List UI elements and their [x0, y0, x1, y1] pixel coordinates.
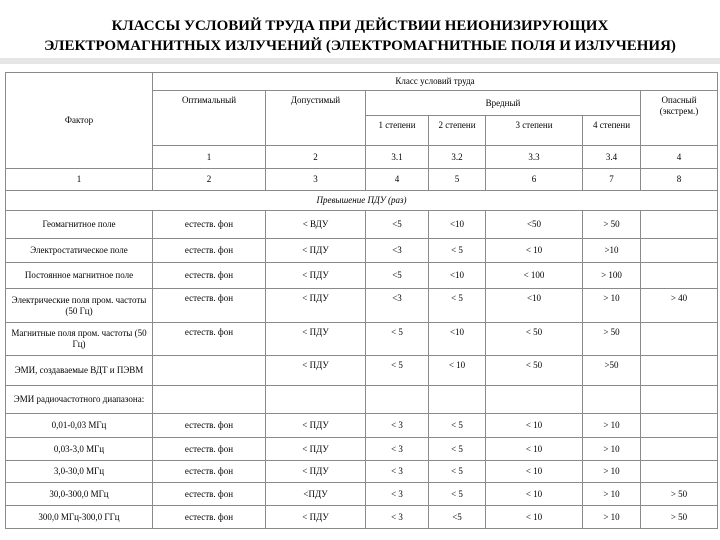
- column-number-cell: 5: [429, 169, 486, 191]
- value-cell: [583, 386, 641, 414]
- table-row: [6, 289, 718, 323]
- value-cell: >50: [583, 356, 641, 386]
- value-cell: < ПДУ: [266, 506, 366, 529]
- excess-header: Превышение ПДУ (раз): [6, 191, 718, 211]
- value-cell: <50: [486, 211, 583, 239]
- value-cell: естеств. фон: [153, 506, 266, 529]
- value-cell: <5: [429, 506, 486, 529]
- value-cell: <10: [486, 289, 583, 323]
- value-cell: естеств. фон: [153, 438, 266, 461]
- value-cell: [366, 386, 429, 414]
- factor-cell: 3,0-30,0 МГц: [6, 461, 153, 483]
- factor-cell: Магнитные поля пром. частоты (50 Гц): [6, 323, 153, 356]
- value-cell: < 3: [366, 461, 429, 483]
- factor-cell: 300,0 МГц-300,0 ГГц: [6, 506, 153, 529]
- value-cell: естеств. фон: [153, 461, 266, 483]
- value-cell: > 10: [583, 483, 641, 506]
- allowed-header: Допустимый: [266, 91, 366, 146]
- value-cell: < 5: [429, 483, 486, 506]
- factor-cell: 0,01-0,03 МГц: [6, 414, 153, 438]
- value-cell: [153, 356, 266, 386]
- value-cell: <5: [366, 263, 429, 289]
- value-cell: < ПДУ: [266, 461, 366, 483]
- harmful-header: Вредный: [366, 91, 641, 116]
- degree-1-header: 1 степени: [366, 116, 429, 146]
- value-cell: < 10: [486, 414, 583, 438]
- table-row: [6, 239, 718, 263]
- value-cell: < ПДУ: [266, 323, 366, 356]
- value-cell: < ПДУ: [266, 414, 366, 438]
- value-cell: естеств. фон: [153, 263, 266, 289]
- value-cell: [641, 461, 718, 483]
- value-cell: <3: [366, 239, 429, 263]
- degree-3-header: 3 степени: [486, 116, 583, 146]
- value-cell: естеств. фон: [153, 289, 266, 323]
- value-cell: <10: [429, 263, 486, 289]
- value-cell: < 50: [486, 356, 583, 386]
- factor-cell: 30,0-300,0 МГц: [6, 483, 153, 506]
- optimal-header: Оптимальный: [153, 91, 266, 146]
- value-cell: < 3: [366, 506, 429, 529]
- table-row: [6, 438, 718, 461]
- value-cell: естеств. фон: [153, 323, 266, 356]
- value-cell: естеств. фон: [153, 483, 266, 506]
- value-cell: <ПДУ: [266, 483, 366, 506]
- table-row: [6, 356, 718, 386]
- class-code-cell: 3.1: [366, 146, 429, 169]
- value-cell: естеств. фон: [153, 239, 266, 263]
- table-row: [6, 414, 718, 438]
- column-number-cell: 7: [583, 169, 641, 191]
- value-cell: [486, 386, 583, 414]
- value-cell: [153, 386, 266, 414]
- value-cell: < ПДУ: [266, 438, 366, 461]
- value-cell: < 10: [486, 506, 583, 529]
- column-number-cell: 2: [153, 169, 266, 191]
- value-cell: < 5: [429, 438, 486, 461]
- column-number-cell: 6: [486, 169, 583, 191]
- value-cell: естеств. фон: [153, 211, 266, 239]
- degree-4-header: 4 степени: [583, 116, 641, 146]
- value-cell: < 5: [429, 461, 486, 483]
- value-cell: <10: [429, 323, 486, 356]
- value-cell: < 5: [366, 323, 429, 356]
- column-number-cell: 8: [641, 169, 718, 191]
- value-cell: <10: [429, 211, 486, 239]
- value-cell: < 10: [486, 239, 583, 263]
- column-number-cell: 1: [6, 169, 153, 191]
- value-cell: < 3: [366, 414, 429, 438]
- factor-cell: Электростатическое поле: [6, 239, 153, 263]
- class-code-cell: 3.3: [486, 146, 583, 169]
- title-line-1: КЛАССЫ УСЛОВИЙ ТРУДА ПРИ ДЕЙСТВИИ НЕИОНИЗИРУЮЩИХ: [111, 18, 609, 34]
- value-cell: [641, 263, 718, 289]
- title-line-2: ЭЛЕКТРОМАГНИТНЫХ ИЗЛУЧЕНИЙ (ЭЛЕКТРОМАГНИТНЫЕ ПОЛЯ И ИЗЛУЧЕНИЯ): [44, 38, 676, 54]
- value-cell: естеств. фон: [153, 414, 266, 438]
- table-row: [6, 211, 718, 239]
- factor-cell: 0,03-3,0 МГц: [6, 438, 153, 461]
- value-cell: < ПДУ: [266, 356, 366, 386]
- value-cell: > 50: [583, 211, 641, 239]
- class-code-cell: 2: [266, 146, 366, 169]
- value-cell: < 3: [366, 483, 429, 506]
- column-number-cell: 3: [266, 169, 366, 191]
- factor-cell: ЭМИ, создаваемые ВДТ и ПЭВМ: [6, 356, 153, 386]
- value-cell: < 5: [429, 239, 486, 263]
- value-cell: > 50: [641, 506, 718, 529]
- factor-header: Фактор: [6, 73, 153, 169]
- value-cell: < 50: [486, 323, 583, 356]
- degree-2-header: 2 степени: [429, 116, 486, 146]
- value-cell: > 100: [583, 263, 641, 289]
- factor-cell: ЭМИ радиочастотного диапазона:: [6, 386, 153, 414]
- value-cell: > 10: [583, 289, 641, 323]
- value-cell: < 10: [486, 438, 583, 461]
- dangerous-header: Опасный (экстрем.): [641, 91, 718, 146]
- class-code-cell: 4: [641, 146, 718, 169]
- value-cell: < 10: [486, 483, 583, 506]
- value-cell: [641, 323, 718, 356]
- value-cell: <3: [366, 289, 429, 323]
- value-cell: [429, 386, 486, 414]
- work-conditions-table: [5, 72, 718, 529]
- value-cell: [641, 239, 718, 263]
- value-cell: [266, 386, 366, 414]
- value-cell: < ПДУ: [266, 289, 366, 323]
- value-cell: > 10: [583, 414, 641, 438]
- table-row: [6, 263, 718, 289]
- value-cell: > 10: [583, 506, 641, 529]
- value-cell: > 10: [583, 461, 641, 483]
- value-cell: [641, 386, 718, 414]
- value-cell: < 5: [366, 356, 429, 386]
- table-row: [6, 323, 718, 356]
- value-cell: < 100: [486, 263, 583, 289]
- class-header: Класс условий труда: [153, 73, 718, 91]
- column-numbers-row: [6, 169, 718, 191]
- value-cell: < ПДУ: [266, 263, 366, 289]
- value-cell: < 5: [429, 289, 486, 323]
- value-cell: > 50: [641, 483, 718, 506]
- value-cell: < ПДУ: [266, 239, 366, 263]
- value-cell: < 10: [486, 461, 583, 483]
- value-cell: > 10: [583, 438, 641, 461]
- value-cell: [641, 414, 718, 438]
- table-row: [6, 386, 718, 414]
- value-cell: < 10: [429, 356, 486, 386]
- class-code-cell: 1: [153, 146, 266, 169]
- class-code-cell: 3.2: [429, 146, 486, 169]
- value-cell: [641, 356, 718, 386]
- value-cell: [641, 211, 718, 239]
- value-cell: < 3: [366, 438, 429, 461]
- table-row: [6, 483, 718, 506]
- title-divider: [0, 58, 720, 64]
- value-cell: < ВДУ: [266, 211, 366, 239]
- factor-cell: Постоянное магнитное поле: [6, 263, 153, 289]
- slide-title: [0, 16, 720, 56]
- table-row: [6, 506, 718, 529]
- class-code-cell: 3.4: [583, 146, 641, 169]
- value-cell: > 40: [641, 289, 718, 323]
- value-cell: <5: [366, 211, 429, 239]
- factor-cell: Электрические поля пром. частоты (50 Гц): [6, 289, 153, 323]
- value-cell: [641, 438, 718, 461]
- value-cell: < 5: [429, 414, 486, 438]
- column-number-cell: 4: [366, 169, 429, 191]
- factor-cell: Геомагнитное поле: [6, 211, 153, 239]
- table-row: [6, 461, 718, 483]
- value-cell: > 50: [583, 323, 641, 356]
- value-cell: >10: [583, 239, 641, 263]
